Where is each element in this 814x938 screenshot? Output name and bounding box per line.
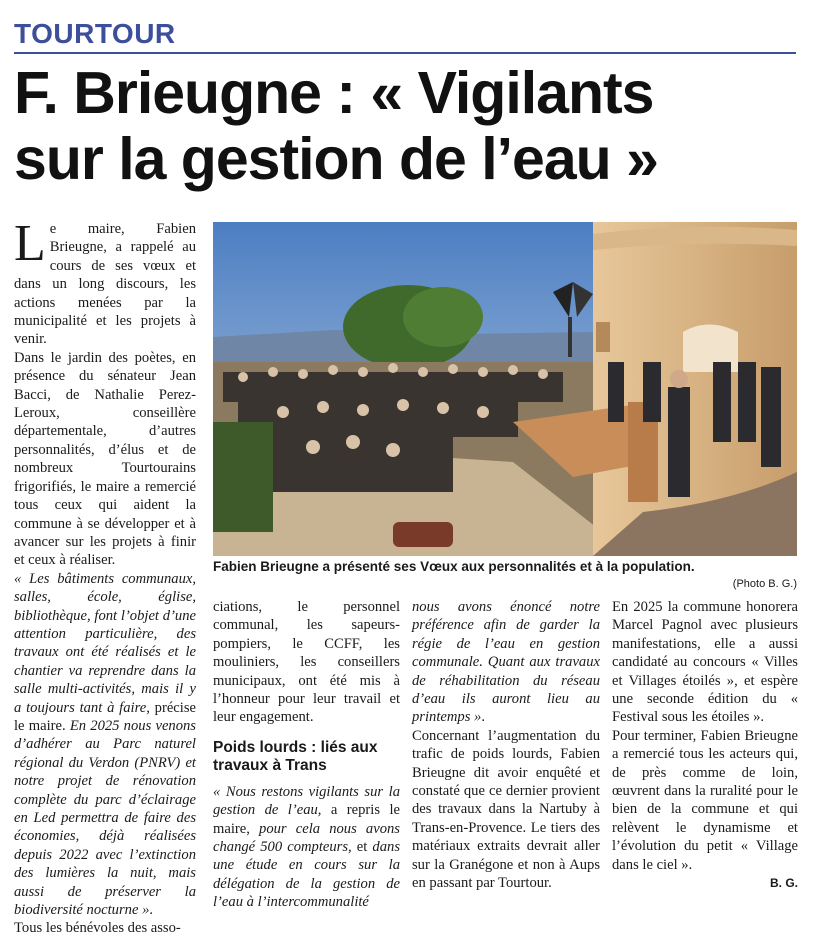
article-column-1: [14, 215, 196, 938]
photo-caption: Fabien Brieugne a présenté ses Vœux aux personnalités et à la population.: [213, 559, 695, 574]
subheading-heavy-trucks: Poids lourds : liés aux travaux à Trans: [213, 738, 378, 774]
paragraph-garden: Dans le jardin des poètes, en présence du sénateur Jean Bacci, de Nathalie Perez-Leroux, conseillère départementale, d’autres personnalités, d’élus et de nombreux Tourtourains frigorifiés, le maire a remercié tous ceux qui aident la commune à se développer et à avancer sur les projets à finir et ceux à réaliser.: [14, 349, 196, 569]
paragraph-water: « Nous restons vigilants sur la gestion de l’eau, a repris le maire, pour cela nous avons changé 500 compteurs, et dans une étude en cours sur la délégation de la gestion de l’eau à l’intercommunalité: [213, 783, 400, 911]
author-signature: B. G.: [769, 876, 798, 891]
headline-line-2: sur la gestion de l’eau »: [14, 126, 658, 192]
article-photo: [213, 222, 797, 556]
drop-cap: L: [14, 215, 46, 272]
ceremony-photo-illustration: [213, 222, 797, 556]
paragraph-pagnol: En 2025 la commune honorera Marcel Pagnol avec plusieurs manifestations, elle a aussi candidaté au concours « Villes et Villages étoilés », et espère une seconde édition du « Festival sous les étoiles ».: [612, 599, 798, 726]
paragraph-water-cont: nous avons énoncé notre préférence afin de garder la régie de l’eau en gestion communale. Quant aux travaux de réhabilitation du réseau d’eau ils auront lieu au printemps ».: [412, 599, 600, 726]
section-kicker: TOURTOUR: [14, 18, 176, 49]
photo-credit: (Photo B. G.): [732, 578, 797, 590]
paragraph-closing: Pour terminer, Fabien Brieugne a remercié tous les acteurs qui, de près comme de loin, œuvrent dans la ruralité pour le bien de la commune et qui relèvent le dynamisme et l’évolution du petit « Village dans le ciel ».: [612, 727, 798, 873]
paragraph-volunteers-cont: ciations, le personnel communal, les sapeurs-pompiers, le CCFF, les mouliniers, les conseillers municipaux, ont été mis à l’honneur pour leur travail et leur engagement.: [213, 599, 400, 726]
article-column-2: [213, 598, 400, 912]
kicker-divider: [14, 52, 796, 54]
article-headline: [14, 60, 804, 192]
headline-line-1: F. Brieugne : « Vigilants: [14, 60, 654, 126]
lead-paragraph: Le maire, Fabien Brieugne, a rappelé au cours de ses vœux et dans un long discours, les actions menées par la municipalité et les projets à venir.: [14, 215, 196, 348]
article-column-3: [412, 598, 600, 893]
paragraph-buildings: « Les bâtiments communaux, salles, école, église, bibliothèque, font l’objet d’une attention particulière, des travaux ont été réalisés et le chantier va reprendre dans la salle multi-activités, mais il y a toujours tant à faire, précise le maire. En 2025 nous venons d’adhérer au Parc naturel régional du Verdon (PNRV) et notre projet de rénovation complète du parc d’éclairage en Led permettra de faire des économies, déjà réalisées depuis 2022 avec l’extinction des lumières la nuit, mais aussi de préserver la biodiversité nocturne ».: [14, 570, 196, 919]
paragraph-trucks: Concernant l’augmentation du trafic de poids lourds, Fabien Brieugne dit avoir enquêté et constaté que ce dernier provient des travaux dans la Nartuby à Trans-en-Provence. Le tiers des matériaux extraits devrait aller sur la Granégone et non à Aups en passant par Tourtour.: [412, 727, 600, 892]
article-column-4: [612, 598, 798, 893]
paragraph-volunteers: Tous les bénévoles des asso-: [14, 920, 181, 937]
